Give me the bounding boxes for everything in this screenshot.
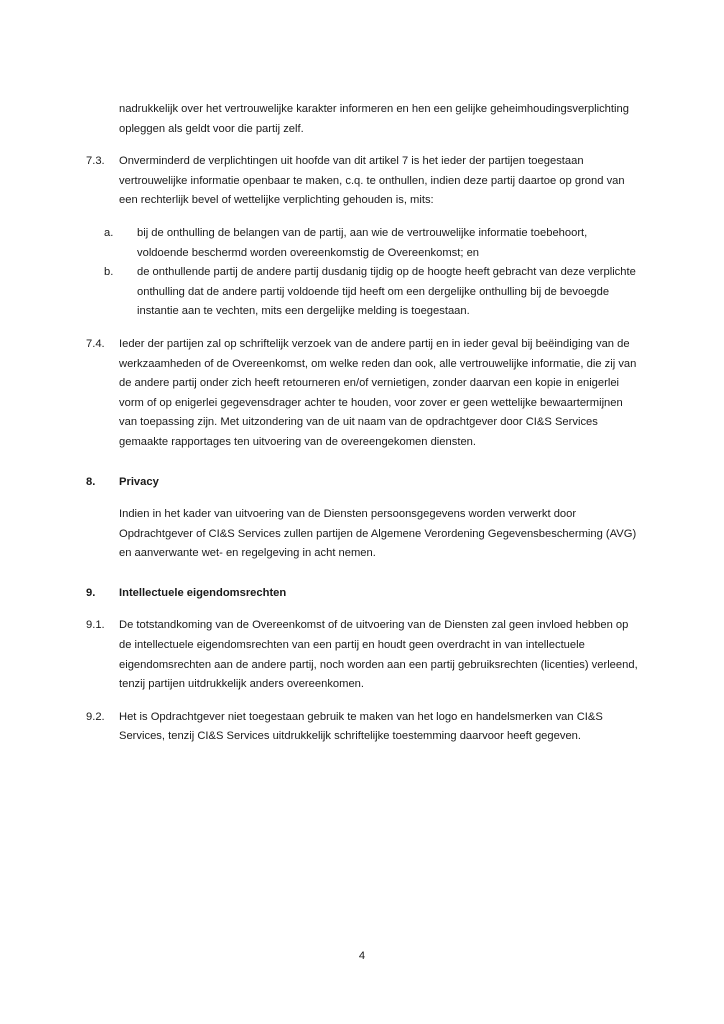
- page-footer: [0, 948, 724, 964]
- sublist-item-a: [104, 224, 638, 263]
- sublist-letter-a: a.: [104, 226, 114, 239]
- section-title-8: Privacy: [119, 475, 159, 488]
- clause-7-4: [86, 335, 638, 453]
- sublist-text-a: bij de onthulling de belangen van de partij, aan wie de vertrouwelijke informatie toebehoort, voldoende beschermd worden overeenkomstig de Overeenkomst; en: [137, 226, 588, 259]
- section-number-8: 8.: [86, 475, 96, 488]
- section-body-8: [86, 505, 638, 564]
- clause-text-9-2: Het is Opdrachtgever niet toegestaan gebruik te maken van het logo en handelsmerken van CI&S Services, tenzij CI&S Services uitdrukkelijk schriftelijke toestemming daarvoor heeft gegeven.: [119, 710, 603, 743]
- section-title-9: Intellectuele eigendomsrechten: [119, 586, 287, 599]
- sublist-7-3: [104, 224, 638, 322]
- clause-text-7-3: Onverminderd de verplichtingen uit hoofde van dit artikel 7 is het ieder der partijen toegestaan vertrouwelijke informatie openbaar te maken, c.q. te onthullen, indien deze partij daartoe op grond van een rechterlijk bevel of wettelijke verplichting gehouden is, mits:: [119, 155, 625, 207]
- clause-number-7-4: 7.4.: [86, 337, 105, 350]
- page-number: 4: [358, 950, 366, 962]
- clause-number-9-2: 9.2.: [86, 710, 105, 723]
- section-body-text-8: Indien in het kader van uitvoering van de Diensten persoonsgegevens worden verwerkt door Opdrachtgever of CI&S Services zullen partijen de Algemene Verordening Gegevensbescherming (AVG) en aanverwante wet- en regelgeving in acht nemen.: [119, 508, 637, 560]
- sublist-item-b: [104, 263, 638, 322]
- section-heading-8: [86, 473, 638, 493]
- clause-number-9-1: 9.1.: [86, 619, 105, 632]
- clause-9-2: [86, 708, 638, 747]
- clause-number-7-3: 7.3.: [86, 155, 105, 168]
- clause-text-9-1: De totstandkoming van de Overeenkomst of de uitvoering van de Diensten zal geen invloed hebben op de intellectuele eigendomsrechten van een partij en houdt geen overdracht in van intellectuele eigendomsrechten aan de andere partij, noch worden aan een partij gebruiksrechten (licenties) verleend, tenzij partijen uitdrukkelijk anders overeenkomen.: [119, 619, 638, 691]
- sublist-items: [104, 224, 638, 322]
- section-heading-9: [86, 584, 638, 604]
- clause-9-1: [86, 616, 638, 694]
- clause-text-7-4: Ieder der partijen zal op schriftelijk verzoek van de andere partij en in ieder geval bij beëindiging van de werkzaamheden of de Overeenkomst, om welke reden dan ook, alle vertrouwelijke informatie, die zij van de andere partij onder zich heeft retourneren en/of vernietigen, zonder daarvan een kopie in enigerlei vorm of op enigerlei gegevensdrager achter te houden, voor zover er geen wettelijke bewaartermijnen van toepassing zijn. Met uitzondering van de uit naam van de opdrachtgever door CI&S Services gemaakte rapportages ten uitvoering van de overeengekomen diensten.: [119, 337, 637, 448]
- paragraph-continuation-7-2: [86, 100, 638, 139]
- clause-7-3: [86, 152, 638, 211]
- sublist-text-b: de onthullende partij de andere partij dusdanig tijdig op de hoogte heeft gebracht van deze verplichte onthulling dat de andere partij voldoende tijd heeft om een dergelijke onthulling bij de bevoegde instantie aan te vechten, mits een dergelijke melding is toegestaan.: [137, 266, 636, 318]
- sublist-letter-b: b.: [104, 266, 114, 279]
- clause-text: nadrukkelijk over het vertrouwelijke karakter informeren en hen een gelijke geheimhoudingsverplichting opleggen als geldt voor die partij zelf.: [119, 103, 629, 135]
- section-number-9: 9.: [86, 586, 96, 599]
- page-content: [86, 100, 638, 760]
